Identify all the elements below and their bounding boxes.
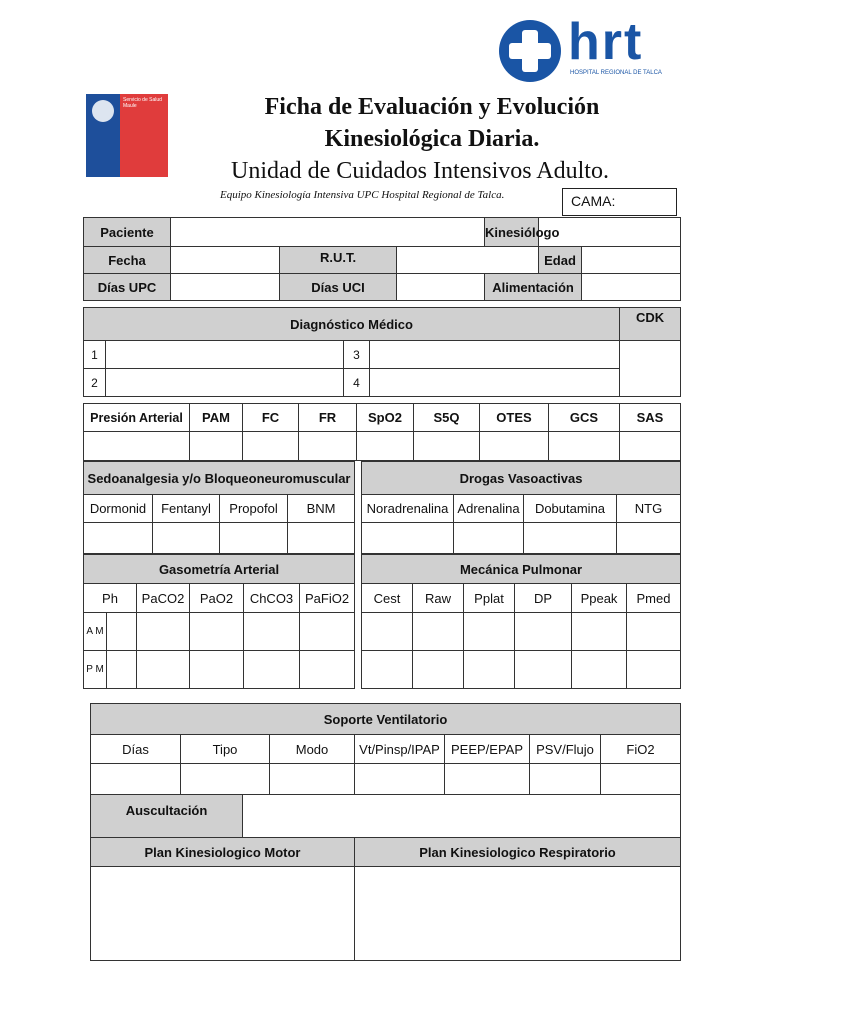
sedation-col: Fentanyl bbox=[153, 495, 220, 523]
diag-field-2[interactable] bbox=[106, 369, 344, 397]
sedation-col: Dormonid bbox=[84, 495, 153, 523]
diagnostico-title: Diagnóstico Médico bbox=[84, 308, 620, 341]
vent-field[interactable] bbox=[445, 764, 530, 795]
sedation-field[interactable] bbox=[84, 523, 153, 554]
hrt-logo bbox=[498, 13, 668, 84]
vital-field[interactable] bbox=[480, 432, 549, 461]
vent-col: Días bbox=[91, 735, 181, 764]
gas-col: ChCO3 bbox=[244, 584, 300, 613]
am-label: A M bbox=[84, 613, 107, 651]
vasoactive-col: NTG bbox=[617, 495, 681, 523]
plan-motor-field[interactable] bbox=[91, 867, 355, 961]
gas-col: PaFiO2 bbox=[300, 584, 355, 613]
vital-field[interactable] bbox=[84, 432, 190, 461]
vent-field[interactable] bbox=[270, 764, 355, 795]
paciente-label: Paciente bbox=[84, 218, 171, 247]
gasometry-title: Gasometría Arterial bbox=[84, 555, 355, 584]
diag-number-4: 4 bbox=[344, 369, 370, 397]
gas-field[interactable] bbox=[137, 613, 190, 651]
vent-col: Modo bbox=[270, 735, 355, 764]
vasoactive-field[interactable] bbox=[617, 523, 681, 554]
alimentacion-label: Alimentación bbox=[485, 274, 582, 301]
mechanics-title: Mecánica Pulmonar bbox=[362, 555, 681, 584]
mech-col: Cest bbox=[362, 584, 413, 613]
mech-field[interactable] bbox=[572, 613, 627, 651]
ventilation-table bbox=[90, 703, 681, 961]
vital-header: GCS bbox=[549, 404, 620, 432]
vasoactive-field[interactable] bbox=[362, 523, 454, 554]
mech-field[interactable] bbox=[413, 651, 464, 689]
sedation-col: BNM bbox=[288, 495, 355, 523]
vent-field[interactable] bbox=[91, 764, 181, 795]
diag-number-3: 3 bbox=[344, 341, 370, 369]
vasoactive-col: Adrenalina bbox=[454, 495, 524, 523]
mechanics-table bbox=[361, 554, 681, 689]
plan-motor-title: Plan Kinesiologico Motor bbox=[91, 838, 355, 867]
diag-number-1: 1 bbox=[84, 341, 106, 369]
mech-col: Pmed bbox=[627, 584, 681, 613]
title-line-3: Unidad de Cuidados Intensivos Adulto. bbox=[231, 158, 609, 184]
vitals-table bbox=[83, 403, 681, 461]
vital-field[interactable] bbox=[190, 432, 243, 461]
mech-field[interactable] bbox=[515, 613, 572, 651]
gas-field[interactable] bbox=[300, 613, 355, 651]
vital-field[interactable] bbox=[243, 432, 299, 461]
edad-field[interactable] bbox=[582, 247, 681, 274]
hrt-cross-icon bbox=[498, 18, 568, 84]
sedation-field[interactable] bbox=[153, 523, 220, 554]
mech-field[interactable] bbox=[362, 651, 413, 689]
patient-info-table bbox=[83, 217, 681, 301]
vital-field[interactable] bbox=[357, 432, 414, 461]
mech-field[interactable] bbox=[627, 613, 681, 651]
vent-field[interactable] bbox=[355, 764, 445, 795]
vent-field[interactable] bbox=[601, 764, 681, 795]
alimentacion-field[interactable] bbox=[582, 274, 681, 301]
auscultacion-label: Auscultación bbox=[91, 795, 243, 838]
cdk-label: CDK bbox=[620, 308, 681, 341]
vital-header: S5Q bbox=[414, 404, 480, 432]
gasometry-table bbox=[83, 554, 355, 689]
diag-field-4[interactable] bbox=[370, 369, 620, 397]
vasoactive-field[interactable] bbox=[454, 523, 524, 554]
gas-field[interactable] bbox=[190, 613, 244, 651]
vasoactive-field[interactable] bbox=[524, 523, 617, 554]
dias-uci-label: Días UCI bbox=[280, 274, 397, 301]
vent-col: FiO2 bbox=[601, 735, 681, 764]
plan-resp-field[interactable] bbox=[355, 867, 681, 961]
auscultacion-field[interactable] bbox=[243, 795, 681, 838]
vital-header: PAM bbox=[190, 404, 243, 432]
mech-field[interactable] bbox=[464, 651, 515, 689]
diag-field-1[interactable] bbox=[106, 341, 344, 369]
paciente-field[interactable] bbox=[171, 218, 485, 247]
mech-field[interactable] bbox=[464, 613, 515, 651]
dias-upc-label: Días UPC bbox=[84, 274, 171, 301]
gas-col: PaO2 bbox=[190, 584, 244, 613]
sedation-field[interactable] bbox=[288, 523, 355, 554]
mech-field[interactable] bbox=[515, 651, 572, 689]
vital-header: Presión Arterial bbox=[84, 404, 190, 432]
ventilation-title: Soporte Ventilatorio bbox=[91, 704, 681, 735]
sedation-title: Sedoanalgesia y/o Bloqueoneuromuscular bbox=[84, 462, 355, 495]
kinesiologo-field[interactable] bbox=[539, 218, 681, 247]
cdk-field[interactable] bbox=[620, 341, 681, 397]
team-subtitle: Equipo Kinesiología Intensiva UPC Hospital Regional de Talca. bbox=[220, 189, 505, 201]
vital-header: FR bbox=[299, 404, 357, 432]
rut-field[interactable] bbox=[397, 247, 539, 274]
gas-field[interactable] bbox=[107, 651, 137, 689]
vital-field[interactable] bbox=[620, 432, 681, 461]
vent-field[interactable] bbox=[181, 764, 270, 795]
cama-field[interactable] bbox=[562, 188, 677, 216]
gas-field[interactable] bbox=[244, 613, 300, 651]
mech-field[interactable] bbox=[362, 613, 413, 651]
rut-label: R.U.T. bbox=[280, 247, 397, 274]
vent-field[interactable] bbox=[530, 764, 601, 795]
vent-col: PSV/Flujo bbox=[530, 735, 601, 764]
title-line-1: Ficha de Evaluación y Evolución bbox=[264, 94, 600, 120]
gas-field[interactable] bbox=[190, 651, 244, 689]
vasoactive-col: Dobutamina bbox=[524, 495, 617, 523]
vasoactive-title: Drogas Vasoactivas bbox=[362, 462, 681, 495]
plan-resp-title: Plan Kinesiologico Respiratorio bbox=[355, 838, 681, 867]
diag-field-3[interactable] bbox=[370, 341, 620, 369]
cama-label: CAMA: bbox=[571, 193, 616, 209]
vasoactive-col: Noradrenalina bbox=[362, 495, 454, 523]
vent-col: Vt/Pinsp/IPAP bbox=[355, 735, 445, 764]
mech-field[interactable] bbox=[627, 651, 681, 689]
sedation-col: Propofol bbox=[220, 495, 288, 523]
vital-field[interactable] bbox=[299, 432, 357, 461]
vital-field[interactable] bbox=[549, 432, 620, 461]
gas-col: PaCO2 bbox=[137, 584, 190, 613]
mech-field[interactable] bbox=[572, 651, 627, 689]
gas-field[interactable] bbox=[107, 613, 137, 651]
gas-col: Ph bbox=[84, 584, 137, 613]
vital-header: FC bbox=[243, 404, 299, 432]
vent-col: Tipo bbox=[181, 735, 270, 764]
dias-uci-field[interactable] bbox=[397, 274, 485, 301]
sedation-field[interactable] bbox=[220, 523, 288, 554]
gas-field[interactable] bbox=[244, 651, 300, 689]
diagnosis-table bbox=[83, 307, 681, 397]
edad-label: Edad bbox=[539, 247, 582, 274]
kinesiologo-label: Kinesiólogo bbox=[485, 218, 539, 247]
diag-number-2: 2 bbox=[84, 369, 106, 397]
fecha-label: Fecha bbox=[84, 247, 171, 274]
mech-field[interactable] bbox=[413, 613, 464, 651]
vital-header: SpO2 bbox=[357, 404, 414, 432]
mech-col: Pplat bbox=[464, 584, 515, 613]
title-line-2: Kinesiológica Diaria. bbox=[324, 126, 540, 152]
vent-col: PEEP/EPAP bbox=[445, 735, 530, 764]
gas-field[interactable] bbox=[137, 651, 190, 689]
vital-header: SAS bbox=[620, 404, 681, 432]
fecha-field[interactable] bbox=[171, 247, 280, 274]
sedation-table bbox=[83, 461, 355, 554]
pm-label: P M bbox=[84, 651, 107, 689]
hrt-logo-text: hrt bbox=[568, 13, 644, 71]
vital-field[interactable] bbox=[414, 432, 480, 461]
mech-col: Raw bbox=[413, 584, 464, 613]
gas-field[interactable] bbox=[300, 651, 355, 689]
vital-header: OTES bbox=[480, 404, 549, 432]
vasoactive-table bbox=[361, 461, 681, 554]
hrt-logo-caption: HOSPITAL REGIONAL DE TALCA bbox=[570, 70, 662, 76]
dias-upc-field[interactable] bbox=[171, 274, 280, 301]
logo-left-text: Servicio de Salud Maule bbox=[123, 97, 162, 109]
mech-col: DP bbox=[515, 584, 572, 613]
mech-col: Ppeak bbox=[572, 584, 627, 613]
